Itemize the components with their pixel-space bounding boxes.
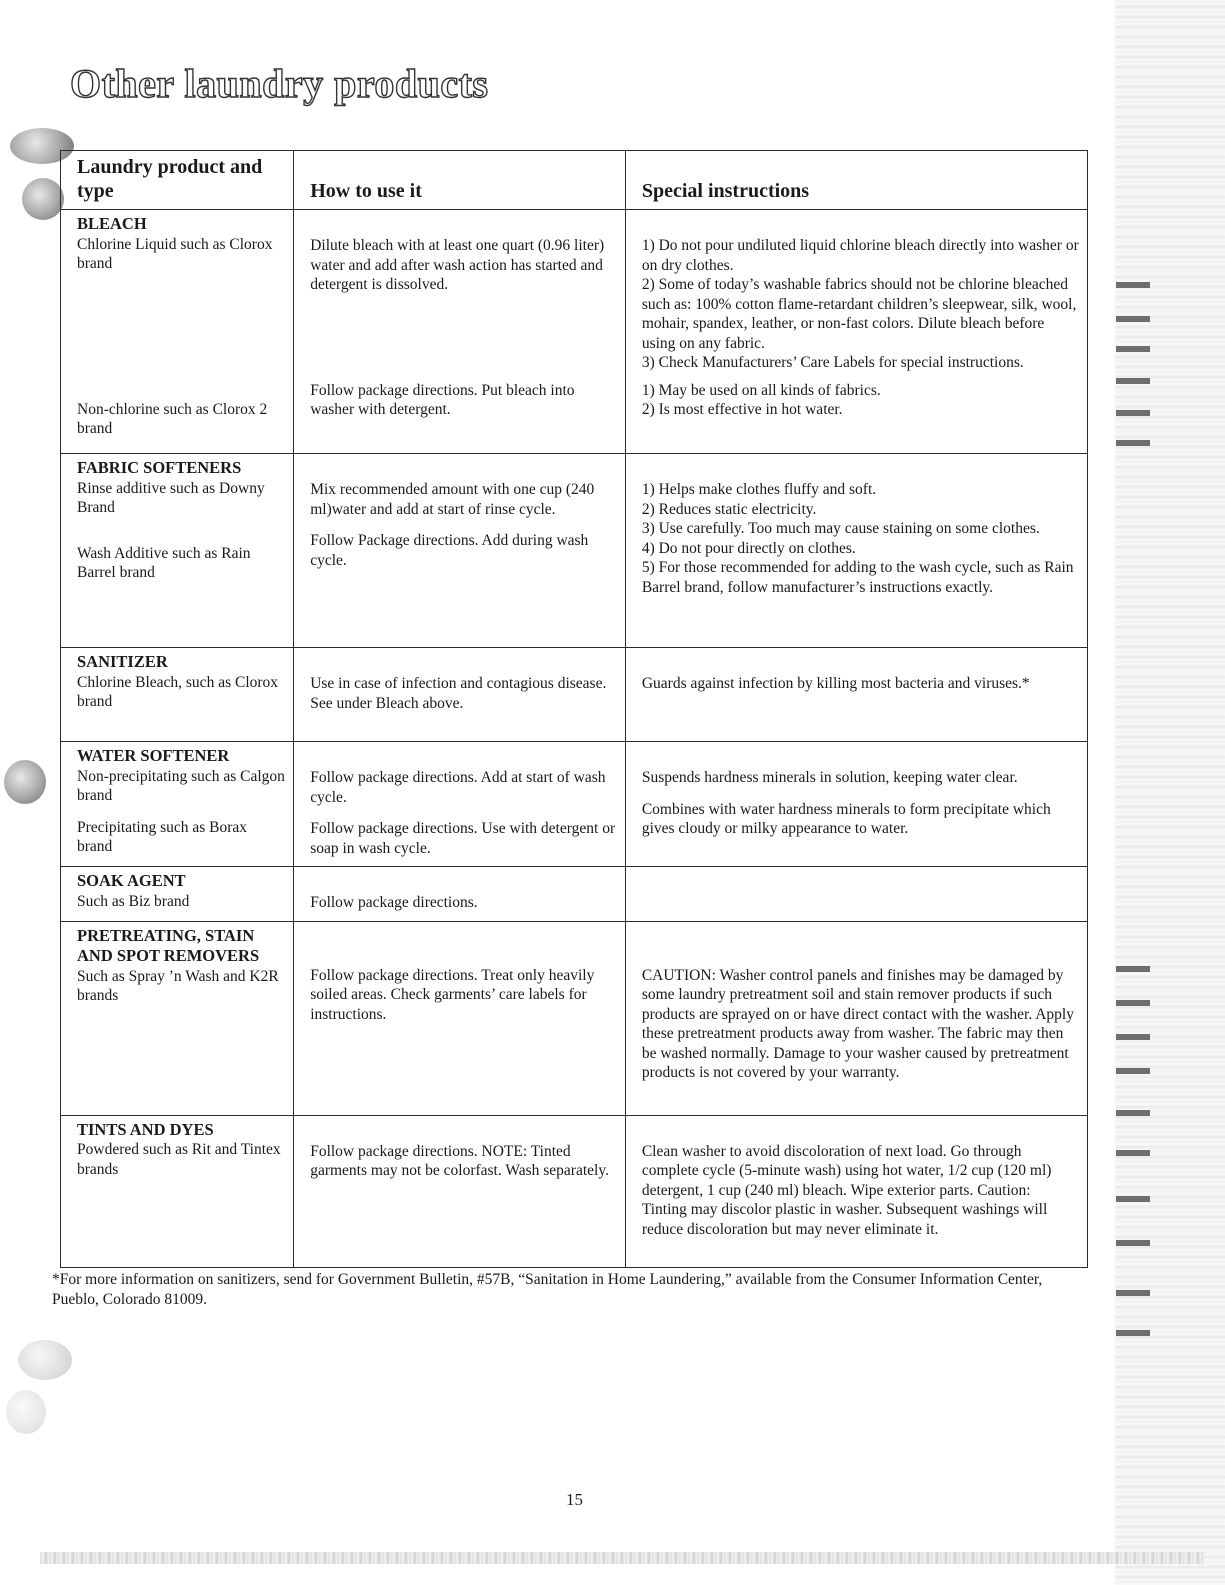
category-label: BLEACH <box>77 214 147 233</box>
special-text: CAUTION: Washer control panels and finishes may be damaged by some laundry pretreatment soil and stain remover products if such products are sprayed on or have direct contact with the washer. Apply these pretreatment products away from washer. The fabric may then be washed normally. Damage to your washer caused by pretreatment products is not covered by your warranty. <box>641 966 1074 1082</box>
header-special: Special instructions <box>625 151 1087 210</box>
special-text: 1) May be used on all kinds of fabrics. <box>641 381 881 399</box>
how-text: Follow package directions. Add at start of wash cycle. <box>310 769 606 806</box>
table-row-pretreating <box>61 921 1088 1115</box>
special-text: Guards against infection by killing most bacteria and viruses.* <box>641 675 1030 692</box>
how-text: Follow package directions. Treat only heavily soiled areas. Check garments’ care labels for instructions. <box>310 966 595 1023</box>
edge-mark <box>1116 1196 1150 1202</box>
edge-mark <box>1116 346 1150 352</box>
how-cell <box>294 742 626 867</box>
product-type: Wash Additive such as Rain Barrel brand <box>77 544 251 582</box>
header-how: How to use it <box>294 151 626 210</box>
edge-mark <box>1116 410 1150 416</box>
special-text: 1) Helps make clothes fluffy and soft. <box>641 481 877 498</box>
binder-hole-icon <box>22 178 64 220</box>
special-text: Suspends hardness minerals in solution, keeping water clear. <box>641 769 1018 786</box>
edge-mark <box>1116 1110 1150 1116</box>
product-type: Such as Biz brand <box>77 892 190 910</box>
edge-mark <box>1116 440 1150 446</box>
product-cell <box>61 210 294 454</box>
edge-mark <box>1116 1240 1150 1246</box>
special-text: 2) Some of today’s washable fabrics should not be chlorine bleached such as: 100% cotton flame-retardant children’s sleepwear, silk, wool, mohair, spandex, leather, or non-fast colors. Dilute bleach before using on any fabric. <box>641 276 1077 352</box>
product-cell <box>61 742 294 867</box>
product-type: Such as Spray ’n Wash and K2R brands <box>77 967 279 1005</box>
table-row-bleach <box>61 210 1088 454</box>
table-row-sanitizer <box>61 648 1088 742</box>
footnote: *For more information on sanitizers, send for Government Bulletin, #57B, “Sanitation in Home Laundering,” available from the Consumer Information Center, Pueblo, Colorado 81009. <box>52 1271 1043 1309</box>
edge-mark <box>1116 316 1150 322</box>
how-cell <box>294 454 626 648</box>
category-label: PRETREATING, STAIN AND SPOT REMOVERS <box>77 925 260 966</box>
how-text: Follow package directions. Put bleach into washer with detergent. <box>310 381 575 419</box>
binder-hole-icon <box>4 760 46 804</box>
table-row-tints-and-dyes <box>61 1115 1088 1267</box>
table-row-water-softener <box>61 742 1088 867</box>
special-text: 2) Reduces static electricity. <box>641 500 817 518</box>
scan-bottom-strip <box>40 1552 1205 1564</box>
special-text: 3) Use carefully. Too much may cause staining on some clothes. <box>641 520 1040 538</box>
special-cell <box>625 921 1087 1115</box>
edge-mark <box>1116 1330 1150 1336</box>
how-text: Use in case of infection and contagious disease. See under Bleach above. <box>310 675 607 712</box>
page-title: Other laundry products <box>70 61 489 106</box>
edge-mark <box>1116 282 1150 288</box>
category-label: FABRIC SOFTENERS <box>77 458 242 477</box>
edge-mark <box>1116 1068 1150 1074</box>
how-cell <box>294 867 626 922</box>
product-type: Powdered such as Rit and Tintex brands <box>77 1141 281 1178</box>
product-type: Rinse additive such as Downy Brand <box>77 479 265 517</box>
how-text: Mix recommended amount with one cup (240 ml)water and add at start of rinse cycle. <box>310 481 595 518</box>
table-header-row <box>61 151 1088 210</box>
page-number: 15 <box>566 1490 583 1509</box>
product-type: Precipitating such as Borax brand <box>77 818 248 856</box>
special-cell <box>625 454 1087 648</box>
how-text: Dilute bleach with at least one quart (0.96 liter) water and add after wash action has started and detergent is dissolved. <box>310 237 605 294</box>
how-cell <box>294 921 626 1115</box>
category-label: SOAK AGENT <box>77 871 186 891</box>
product-cell <box>61 1115 294 1267</box>
edge-mark <box>1116 1150 1150 1156</box>
special-cell <box>625 1115 1087 1267</box>
special-cell <box>625 648 1087 742</box>
special-cell <box>625 210 1087 454</box>
product-cell <box>61 454 294 648</box>
header-product: Laundry product and type <box>61 151 294 210</box>
edge-mark <box>1116 966 1150 972</box>
product-cell <box>61 867 294 922</box>
special-text: 5) For those recommended for adding to the wash cycle, such as Rain Barrel brand, follow manufacturer’s instructions exactly. <box>641 559 1074 596</box>
table-row-soak-agent <box>61 867 1088 922</box>
special-text: 2) Is most effective in hot water. <box>641 401 843 419</box>
how-text: Follow Package directions. Add during wash cycle. <box>310 532 589 569</box>
how-text: Follow package directions. <box>310 894 478 912</box>
special-text: Combines with water hardness minerals to form precipitate which gives cloudy or milky appearance to water. <box>641 800 1051 838</box>
binder-hole-icon <box>18 1340 72 1380</box>
special-text: 4) Do not pour directly on clothes. <box>641 539 856 557</box>
table-row-fabric-softeners <box>61 454 1088 648</box>
page-edge-shading <box>1115 0 1225 1585</box>
binder-hole-icon <box>6 1390 46 1434</box>
how-cell <box>294 648 626 742</box>
edge-mark <box>1116 1034 1150 1040</box>
how-cell <box>294 1115 626 1267</box>
category-label: SANITIZER <box>77 652 168 671</box>
special-text: 3) Check Manufacturers’ Care Labels for special instructions. <box>641 354 1024 372</box>
how-text: Follow package directions. NOTE: Tinted garments may not be colorfast. Wash separately. <box>310 1142 609 1180</box>
category-label: TINTS AND DYES <box>77 1119 214 1139</box>
how-text: Follow package directions. Use with detergent or soap in wash cycle. <box>310 820 616 857</box>
edge-mark <box>1116 378 1150 384</box>
special-cell <box>625 867 1087 922</box>
product-type: Non-precipitating such as Calgon brand <box>77 767 285 805</box>
product-cell <box>61 921 294 1115</box>
category-label: WATER SOFTENER <box>77 746 230 765</box>
special-text: Clean washer to avoid discoloration of next load. Go through complete cycle (5-minute wash) using hot water, 1/2 cup (120 ml) detergent, 1 cup (240 ml) bleach. Wipe exterior parts. Caution: Tinting may discolor plastic in washer. Subsequent washings will reduce discoloration but may never eliminate it. <box>641 1142 1052 1238</box>
edge-mark <box>1116 1290 1150 1296</box>
edge-mark <box>1116 1000 1150 1006</box>
how-cell <box>294 210 626 454</box>
special-cell <box>625 742 1087 867</box>
special-text: 1) Do not pour undiluted liquid chlorine bleach directly into washer or on dry clothes. <box>641 237 1079 274</box>
product-type: Chlorine Bleach, such as Clorox brand <box>77 673 279 711</box>
product-type: Chlorine Liquid such as Clorox brand <box>77 235 273 273</box>
laundry-products-table <box>60 150 1088 1268</box>
product-type: Non-chlorine such as Clorox 2 brand <box>77 400 268 438</box>
product-cell <box>61 648 294 742</box>
